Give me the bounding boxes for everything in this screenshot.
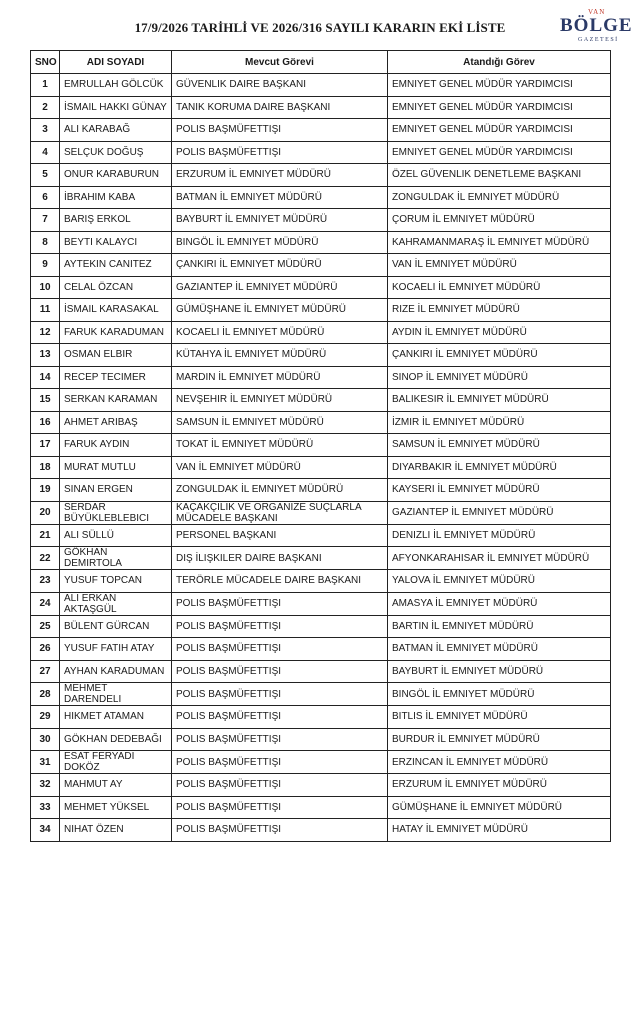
row-name: MEHMET YÜKSEL (60, 796, 172, 819)
table-row (31, 411, 611, 434)
table-row (31, 819, 611, 842)
table-row (31, 706, 611, 729)
row-sno: 28 (31, 683, 60, 706)
row-sno: 27 (31, 660, 60, 683)
row-name: İSMAIL KARASAKAL (60, 299, 172, 322)
row-current-role: TANIK KORUMA DAIRE BAŞKANI (172, 96, 388, 119)
row-name: MAHMUT AY (60, 774, 172, 797)
row-current-role: KOCAELI İL EMNIYET MÜDÜRÜ (172, 321, 388, 344)
row-assigned-role: KOCAELI İL EMNIYET MÜDÜRÜ (388, 276, 611, 299)
row-assigned-role: EMNIYET GENEL MÜDÜR YARDIMCISI (388, 141, 611, 164)
row-name: ALI ERKAN AKTAŞGÜL (60, 592, 172, 615)
row-current-role: NEVŞEHIR İL EMNIYET MÜDÜRÜ (172, 389, 388, 412)
row-name: MURAT MUTLU (60, 456, 172, 479)
header-sno: SNO (31, 51, 60, 74)
row-name: RECEP TECIMER (60, 366, 172, 389)
row-sno: 6 (31, 186, 60, 209)
row-name: BEYTI KALAYCI (60, 231, 172, 254)
table-row (31, 660, 611, 683)
row-name: NIHAT ÖZEN (60, 819, 172, 842)
row-sno: 16 (31, 411, 60, 434)
row-assigned-role: AYDIN İL EMNIYET MÜDÜRÜ (388, 321, 611, 344)
table-row (31, 119, 611, 142)
row-sno: 8 (31, 231, 60, 254)
row-current-role: PERSONEL BAŞKANI (172, 524, 388, 547)
row-sno: 9 (31, 254, 60, 277)
table-row (31, 389, 611, 412)
newspaper-logo (560, 8, 632, 48)
row-sno: 1 (31, 74, 60, 97)
row-current-role: MARDIN İL EMNIYET MÜDÜRÜ (172, 366, 388, 389)
logo-main-text: BÖLGE (560, 15, 633, 36)
row-current-role: POLIS BAŞMÜFETTIŞI (172, 638, 388, 661)
table-row (31, 186, 611, 209)
row-assigned-role: YALOVA İL EMNIYET MÜDÜRÜ (388, 570, 611, 593)
row-current-role: POLIS BAŞMÜFETTIŞI (172, 141, 388, 164)
row-sno: 25 (31, 615, 60, 638)
row-assigned-role: ÇANKIRI İL EMNIYET MÜDÜRÜ (388, 344, 611, 367)
row-assigned-role: SAMSUN İL EMNIYET MÜDÜRÜ (388, 434, 611, 457)
row-current-role: POLIS BAŞMÜFETTIŞI (172, 615, 388, 638)
row-assigned-role: EMNIYET GENEL MÜDÜR YARDIMCISI (388, 96, 611, 119)
row-assigned-role: BAYBURT İL EMNIYET MÜDÜRÜ (388, 660, 611, 683)
table-row (31, 570, 611, 593)
row-sno: 22 (31, 547, 60, 570)
row-sno: 32 (31, 774, 60, 797)
row-name: FARUK AYDIN (60, 434, 172, 457)
row-name: YUSUF FATIH ATAY (60, 638, 172, 661)
row-sno: 30 (31, 728, 60, 751)
row-sno: 26 (31, 638, 60, 661)
row-sno: 4 (31, 141, 60, 164)
row-current-role: BINGÖL İL EMNIYET MÜDÜRÜ (172, 231, 388, 254)
row-name: ESAT FERYADI DOKÖZ (60, 751, 172, 774)
table-row (31, 209, 611, 232)
row-current-role: DIŞ İLIŞKILER DAIRE BAŞKANI (172, 547, 388, 570)
table-row (31, 96, 611, 119)
row-sno: 13 (31, 344, 60, 367)
table-row (31, 524, 611, 547)
table-row (31, 728, 611, 751)
table-row (31, 74, 611, 97)
table-row (31, 751, 611, 774)
row-current-role: POLIS BAŞMÜFETTIŞI (172, 728, 388, 751)
row-name: FARUK KARADUMAN (60, 321, 172, 344)
row-current-role: GÜVENLIK DAIRE BAŞKANI (172, 74, 388, 97)
row-name: MEHMET DARENDELI (60, 683, 172, 706)
table-row (31, 344, 611, 367)
table-row (31, 164, 611, 187)
row-name: AHMET ARIBAŞ (60, 411, 172, 434)
row-assigned-role: KAYSERI İL EMNIYET MÜDÜRÜ (388, 479, 611, 502)
row-sno: 23 (31, 570, 60, 593)
row-assigned-role: İZMIR İL EMNIYET MÜDÜRÜ (388, 411, 611, 434)
row-assigned-role: RIZE İL EMNIYET MÜDÜRÜ (388, 299, 611, 322)
row-assigned-role: DENIZLI İL EMNIYET MÜDÜRÜ (388, 524, 611, 547)
row-sno: 14 (31, 366, 60, 389)
table-row (31, 501, 611, 524)
row-sno: 7 (31, 209, 60, 232)
row-name: GÖKHAN DEDEBAĞI (60, 728, 172, 751)
table-row (31, 592, 611, 615)
row-sno: 33 (31, 796, 60, 819)
row-name: ALI SÜLLÜ (60, 524, 172, 547)
table-header-row (31, 51, 611, 74)
row-name: İBRAHIM KABA (60, 186, 172, 209)
row-current-role: TOKAT İL EMNIYET MÜDÜRÜ (172, 434, 388, 457)
row-sno: 17 (31, 434, 60, 457)
row-sno: 10 (31, 276, 60, 299)
table-row (31, 434, 611, 457)
table-row (31, 615, 611, 638)
row-current-role: SAMSUN İL EMNIYET MÜDÜRÜ (172, 411, 388, 434)
row-assigned-role: ERZINCAN İL EMNIYET MÜDÜRÜ (388, 751, 611, 774)
row-name: SERDAR BÜYÜKLEBLEBICI (60, 501, 172, 524)
table-row (31, 796, 611, 819)
row-assigned-role: BARTIN İL EMNIYET MÜDÜRÜ (388, 615, 611, 638)
row-name: ONUR KARABURUN (60, 164, 172, 187)
row-current-role: BAYBURT İL EMNIYET MÜDÜRÜ (172, 209, 388, 232)
row-name: CELAL ÖZCAN (60, 276, 172, 299)
row-current-role: POLIS BAŞMÜFETTIŞI (172, 796, 388, 819)
table-row (31, 774, 611, 797)
page-title: 17/9/2026 TARİHLİ VE 2026/316 SAYILI KARARIN EKİ LİSTE (134, 20, 506, 35)
row-assigned-role: ERZURUM İL EMNIYET MÜDÜRÜ (388, 774, 611, 797)
row-assigned-role: SINOP İL EMNIYET MÜDÜRÜ (388, 366, 611, 389)
row-current-role: GÜMÜŞHANE İL EMNIYET MÜDÜRÜ (172, 299, 388, 322)
row-sno: 12 (31, 321, 60, 344)
row-name: SERKAN KARAMAN (60, 389, 172, 412)
row-current-role: BATMAN İL EMNIYET MÜDÜRÜ (172, 186, 388, 209)
logo-sub-text: GAZETESİ (578, 37, 619, 43)
row-assigned-role: BATMAN İL EMNIYET MÜDÜRÜ (388, 638, 611, 661)
row-current-role: POLIS BAŞMÜFETTIŞI (172, 660, 388, 683)
row-sno: 18 (31, 456, 60, 479)
table-row (31, 547, 611, 570)
row-assigned-role: ÖZEL GÜVENLIK DENETLEME BAŞKANI (388, 164, 611, 187)
table-row (31, 299, 611, 322)
table-row (31, 141, 611, 164)
row-name: ALI KARABAĞ (60, 119, 172, 142)
table-row (31, 276, 611, 299)
row-name: SELÇUK DOĞUŞ (60, 141, 172, 164)
row-current-role: POLIS BAŞMÜFETTIŞI (172, 751, 388, 774)
row-assigned-role: EMNIYET GENEL MÜDÜR YARDIMCISI (388, 74, 611, 97)
row-sno: 11 (31, 299, 60, 322)
row-current-role: POLIS BAŞMÜFETTIŞI (172, 706, 388, 729)
row-assigned-role: GÜMÜŞHANE İL EMNIYET MÜDÜRÜ (388, 796, 611, 819)
row-sno: 15 (31, 389, 60, 412)
row-assigned-role: KAHRAMANMARAŞ İL EMNIYET MÜDÜRÜ (388, 231, 611, 254)
row-current-role: ZONGULDAK İL EMNIYET MÜDÜRÜ (172, 479, 388, 502)
table-row (31, 254, 611, 277)
logo-top-text: VAN (588, 8, 606, 16)
row-assigned-role: BALIKESIR İL EMNIYET MÜDÜRÜ (388, 389, 611, 412)
table-row (31, 683, 611, 706)
row-name: OSMAN ELBIR (60, 344, 172, 367)
row-sno: 19 (31, 479, 60, 502)
row-name: HIKMET ATAMAN (60, 706, 172, 729)
row-current-role: GAZIANTEP İL EMNIYET MÜDÜRÜ (172, 276, 388, 299)
row-assigned-role: DIYARBAKIR İL EMNIYET MÜDÜRÜ (388, 456, 611, 479)
row-assigned-role: EMNIYET GENEL MÜDÜR YARDIMCISI (388, 119, 611, 142)
table-row (31, 479, 611, 502)
row-assigned-role: BURDUR İL EMNIYET MÜDÜRÜ (388, 728, 611, 751)
row-sno: 20 (31, 501, 60, 524)
row-assigned-role: BINGÖL İL EMNIYET MÜDÜRÜ (388, 683, 611, 706)
row-current-role: POLIS BAŞMÜFETTIŞI (172, 774, 388, 797)
header-name: ADI SOYADI (60, 51, 172, 74)
row-current-role: KÜTAHYA İL EMNIYET MÜDÜRÜ (172, 344, 388, 367)
row-assigned-role: BITLIS İL EMNIYET MÜDÜRÜ (388, 706, 611, 729)
row-assigned-role: HATAY İL EMNIYET MÜDÜRÜ (388, 819, 611, 842)
row-sno: 31 (31, 751, 60, 774)
table-row (31, 366, 611, 389)
row-sno: 29 (31, 706, 60, 729)
row-current-role: POLIS BAŞMÜFETTIŞI (172, 819, 388, 842)
table-row (31, 231, 611, 254)
row-current-role: KAÇAKÇILIK VE ORGANIZE SUÇLARLA MÜCADELE BAŞKANI (172, 501, 388, 524)
row-sno: 5 (31, 164, 60, 187)
row-assigned-role: AMASYA İL EMNIYET MÜDÜRÜ (388, 592, 611, 615)
row-assigned-role: VAN İL EMNIYET MÜDÜRÜ (388, 254, 611, 277)
table-row (31, 321, 611, 344)
row-name: YUSUF TOPCAN (60, 570, 172, 593)
row-name: AYHAN KARADUMAN (60, 660, 172, 683)
row-sno: 21 (31, 524, 60, 547)
row-assigned-role: ÇORUM İL EMNIYET MÜDÜRÜ (388, 209, 611, 232)
row-sno: 3 (31, 119, 60, 142)
row-name: İSMAIL HAKKI GÜNAY (60, 96, 172, 119)
row-name: SINAN ERGEN (60, 479, 172, 502)
table-body (31, 74, 611, 842)
row-name: BÜLENT GÜRCAN (60, 615, 172, 638)
row-name: GÖKHAN DEMIRTOLA (60, 547, 172, 570)
row-assigned-role: ZONGULDAK İL EMNIYET MÜDÜRÜ (388, 186, 611, 209)
row-current-role: ÇANKIRI İL EMNIYET MÜDÜRÜ (172, 254, 388, 277)
row-name: EMRULLAH GÖLCÜK (60, 74, 172, 97)
row-assigned-role: AFYONKARAHISAR İL EMNIYET MÜDÜRÜ (388, 547, 611, 570)
appointment-table (30, 50, 611, 842)
row-current-role: POLIS BAŞMÜFETTIŞI (172, 119, 388, 142)
row-current-role: VAN İL EMNIYET MÜDÜRÜ (172, 456, 388, 479)
row-current-role: TERÖRLE MÜCADELE DAIRE BAŞKANI (172, 570, 388, 593)
header-assigned-role: Atandığı Görev (388, 51, 611, 74)
row-sno: 2 (31, 96, 60, 119)
row-name: BARIŞ ERKOL (60, 209, 172, 232)
table-row (31, 638, 611, 661)
row-sno: 34 (31, 819, 60, 842)
row-name: AYTEKIN CANITEZ (60, 254, 172, 277)
row-current-role: POLIS BAŞMÜFETTIŞI (172, 592, 388, 615)
row-current-role: ERZURUM İL EMNIYET MÜDÜRÜ (172, 164, 388, 187)
row-assigned-role: GAZIANTEP İL EMNIYET MÜDÜRÜ (388, 501, 611, 524)
table-row (31, 456, 611, 479)
header-current-role: Mevcut Görevi (172, 51, 388, 74)
row-current-role: POLIS BAŞMÜFETTIŞI (172, 683, 388, 706)
row-sno: 24 (31, 592, 60, 615)
